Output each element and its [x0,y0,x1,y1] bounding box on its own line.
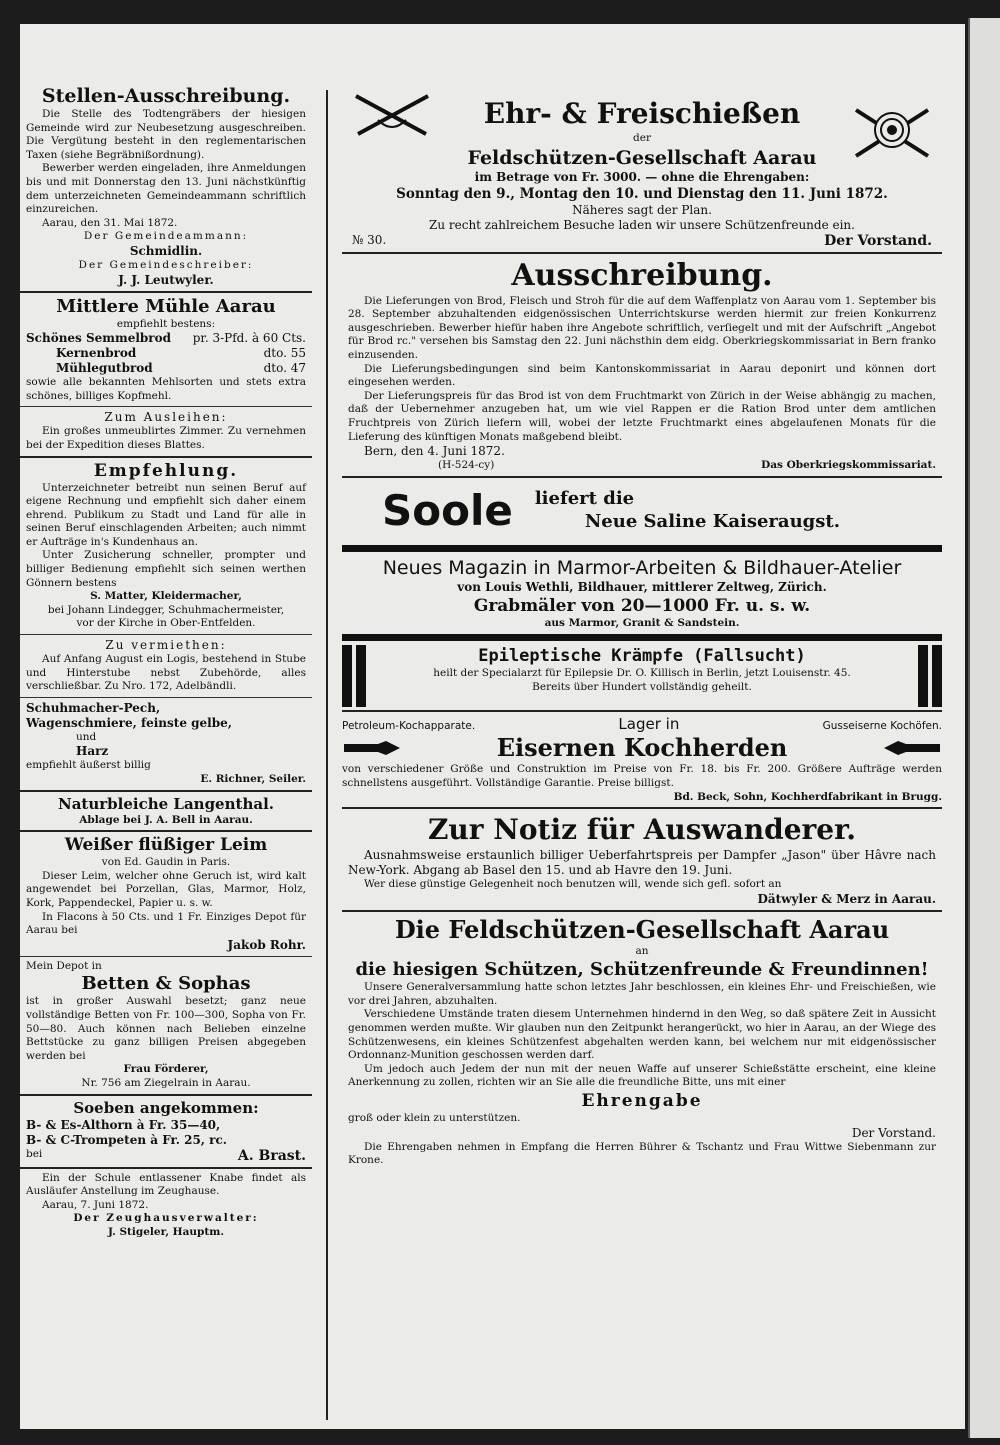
stellen-date: Aarau, den 31. Mai 1872. [42,216,178,229]
ausleihen-ad [20,410,312,452]
leim-by: von Ed. Gaudin in Paris. [101,856,231,869]
feldschuetzen-p4: groß oder klein zu unterstützen. [348,1112,521,1125]
pointing-hand-right-icon [342,739,402,757]
marmor-price: Grabmäler von 20—1000 Fr. u. s. w. [473,595,811,616]
schiessen-org: Feldschützen-Gesellschaft Aarau [467,146,817,169]
crossed-rifles-icon [352,90,432,140]
feldschuetzen-ad [342,915,942,1168]
vermiethen-ad [20,638,312,694]
stellen-title: Stellen-Ausschreibung. [41,85,291,107]
muehle-footer: sowie alle bekannten Mehlsorten und stets extra schönes, billiges Kopfmehl. [26,376,306,402]
stellen-role1: Der Gemeindeammann: [83,230,249,243]
soeben-l2: B- & C-Trompeten à Fr. 25, rc. [26,1132,227,1147]
schiessen-footer [342,233,942,249]
soeben-l3: bei A. Brast. [26,1147,306,1164]
soole-ad [342,481,942,541]
pointing-hand-left-icon [882,739,942,757]
divider [20,456,312,458]
knabe-name: J. Stigeler, Hauptm. [108,1225,224,1238]
epilepsie-title: Epileptische Krämpfe (Fallsucht) [478,646,806,667]
ausschreibung-ad [342,257,942,473]
leim-ad [20,835,312,953]
betten-intro: Mein Depot in [26,959,102,972]
kochherde-left: Petroleum-Kochapparate. [342,719,476,732]
ausschreibung-p3: Der Lieferungspreis für das Brod ist von dem Fruchtmarkt von Zürich in der Weise abhängig zu machen, daß der Uebernehmer anzugeben hat, um wie viel Rappen er die Ration Brod unter dem amtlichen Fruchtpreis von Zürich liefern will, wobei der letzte Fruchtmarkt eines abgelaufenen Monats für die Lieferung des künftigen Monats maßgebend bleibt. [348,389,936,443]
stellen-name2: J. J. Leutwyler. [118,272,214,287]
empfehlung-body: Unterzeichneter betreibt nun seinen Beruf auf eigene Rechnung und empfiehlt sich daher einem ehrend. Publikum zu Stadt und Land für alle in seinen Beruf einschlagenden Arbeiten; auch nimmt er Aufträge in's Kundenhaus an. [26,481,306,548]
target-icon [852,102,932,162]
kochherde-lager: Lager in [618,715,680,734]
betten-name: Frau Förderer, [123,1063,209,1076]
marmor-mat: aus Marmor, Granit & Sandstein. [544,616,740,629]
ausschreibung-p2: Die Lieferungsbedingungen sind beim Kantonskommissariat in Aarau deponirt und können dort eingesehen werden. [348,362,936,389]
ausleihen-title: Zum Ausleihen: [104,410,228,425]
leim-title: Weißer flüßiger Leim [64,835,268,856]
knabe-ad [20,1172,312,1240]
column-divider [326,90,328,1420]
muehle-row: Kernenbrod dto. 55 [56,346,306,361]
feldschuetzen-title: Die Feldschützen-Gesellschaft Aarau [394,914,890,944]
divider [342,910,942,912]
ausschreibung-code: (H-524-cy) [438,459,495,472]
left-column [20,84,312,1424]
epilepsie-l2: Bereits über Hundert vollständig geheilt. [532,680,752,693]
thick-rule [342,634,942,641]
pech-l3: und [76,730,97,743]
muehle-title: Mittlere Mühle Aarau [56,295,276,317]
schiessen-amount: im Betrage von Fr. 3000. — ohne die Ehrengaben: [474,169,810,184]
marmor-ad [342,556,942,631]
pech-l1: Schuhmacher-Pech, [26,700,161,715]
feldschuetzen-p3: Um jedoch auch Jedem der nun mit der neuen Waffe auf unserer Schießstätte erscheint, eine kleine Anerkennung zu zollen, richten wir an Sie alle die freundliche Bitte, uns mit einer [348,1062,936,1089]
empfehlung-addr2: vor der Kirche in Ober-Entfelden. [76,617,256,630]
pech-l2: Wagenschmiere, feinste gelbe, [26,715,232,730]
newspaper-page [20,24,965,1429]
muehle-row: Mühlegutbrod dto. 47 [56,361,306,376]
stellen-body2: Bewerber werden eingeladen, ihre Anmeldungen bis und mit Donnerstag den 13. Juni nächstkünftig dem unterzeichneten Gemeindeammann schriftlich einzureichen. [26,162,306,216]
feldschuetzen-p2: Verschiedene Umstände traten diesem Unternehmen hindernd in den Weg, so daß spätere Zeit in Aussicht genommen werden mußte. Wir glauben nun den Zeitpunkt herangerückt, wo hier in Aarau, an der Wiege des Schützenwesens, ein kleines Schützenfest abgehalten werden kann, bei welchem nur mit eidgenössischer Ordonnanz-Munition geschossen werden darf. [348,1008,936,1062]
heavy-bar [342,645,352,707]
divider [20,956,312,957]
knabe-body: Ein der Schule entlassener Knabe findet als Ausläufer Anstellung im Zeughause. [26,1171,306,1198]
kochherde-ad [342,715,942,804]
knabe-role: Der Zeughausverwalter: [73,1212,259,1225]
heavy-bar [356,645,366,707]
divider [20,291,312,293]
adjacent-page-edge [968,18,1000,1438]
feldschuetzen-p5: Die Ehrengaben nehmen in Empfang die Herren Bührer & Tschantz und Frau Wittwe Siebenmann zur Krone. [348,1140,936,1167]
kochherde-sign: Bd. Beck, Sohn, Kochherdfabrikant in Brugg. [673,790,942,803]
kochherde-top [342,715,942,733]
muehle-ad [20,296,312,404]
soeben-l1: B- & Es-Althorn à Fr. 35—40, [26,1117,221,1132]
soeben-title: Soeben angekommen: [73,1098,259,1117]
auswanderer-body2: Wer diese günstige Gelegenheit noch benutzen will, wende sich gefl. sofort an [364,878,782,891]
empfehlung-body2: Unter Zusicherung schneller, prompter und billiger Bedienung empfiehlt sich seinen werthen Gönnern bestens [26,549,306,589]
marmor-by: von Louis Wethli, Bildhauer, mittlerer Zeltweg, Zürich. [457,579,827,594]
kochherde-right: Gusseiserne Kochöfen. [822,719,942,732]
feldschuetzen-sign: Der Vorstand. [851,1125,936,1140]
vermiethen-title: Zu vermiethen: [105,638,227,653]
schiessen-sign: Der Vorstand. [824,232,932,249]
kochherde-title-row [342,733,942,763]
divider [20,406,312,407]
divider [342,710,942,712]
divider [342,476,942,478]
schiessen-dates: Sonntag den 9., Montag den 10. und Dienstag den 11. Juni 1872. [396,185,888,202]
empfehlung-ad [20,461,312,632]
feldschuetzen-an: an [635,944,649,957]
auswanderer-sign: Dätwyler & Merz in Aarau. [757,891,936,906]
ausschreibung-sign: Das Oberkriegskommissariat. [761,459,936,472]
betten-body: ist in großer Auswahl besetzt; ganz neue vollständige Betten von Fr. 100—300, Sopha von Fr. 50—80. Auch können nach Belieben einzelne Bettstücke zu ganz billigen Preisen abgegeben werden bei [26,995,306,1062]
ausschreibung-title: Ausschreibung. [511,257,773,293]
betten-title: Betten & Sophas [81,973,251,995]
muehle-row: Schönes Semmelbrod pr. 3-Pfd. à 60 Cts. [26,331,306,346]
empfehlung-title: Empfehlung. [93,460,239,481]
soole-l1: liefert die [534,487,635,509]
ausschreibung-p1: Die Lieferungen von Brod, Fleisch und Stroh für die auf dem Waffenplatz von Aarau vom 1. September bis 28. September abzuhaltenden eidgenössischen Unterrichtskurse werden hiermit zur freien Konkurrenz ausgeschrieben. Bewerber hiefür haben ihre Angebote schriftlich, verſiegelt und mit der Aufschrift „Angebot für Brod rc." versehen bis Samstag den 22. Juni nächsthin dem eidg. Oberkriegskommissariat in Bern franko einzusenden. [348,294,936,361]
divider [342,807,942,809]
divider [20,697,312,698]
betten-ad [20,960,312,1091]
auswanderer-ad [342,812,942,907]
stellen-body: Die Stelle des Todtengräbers der hiesigen Gemeinde wird zur Neubesetzung ausgeschreiben. Die Vergütung besteht in den reglementarischen Taxen (siehe Begräbnißordnung). [26,108,306,161]
empfehlung-name: S. Matter, Kleidermacher, [90,590,242,603]
kochherde-title: Eisernen Kochherden [496,733,788,763]
divider [20,830,312,832]
betten-addr: Nr. 756 am Ziegelrain in Aarau. [81,1076,251,1089]
ausschreibung-footer [348,459,936,473]
pech-ad [20,701,312,787]
auswanderer-title: Zur Notiz für Auswanderer. [427,813,857,847]
schiessen-ad [342,88,942,249]
divider [20,634,312,635]
schiessen-der: der [633,132,651,144]
auswanderer-body: Ausnahmsweise erstaunlich billiger Ueberfahrtspreis per Dampfer „Jason" über Hâvre nach New-York. Abgang ab Basel den 15. und ab Havre den 19. Juni. [348,848,936,878]
feldschuetzen-sub: die hiesigen Schützen, Schützenfreunde & Freundinnen! [355,959,929,981]
epilepsie-l1: heilt der Specialarzt für Epilepsie Dr. O. Killisch in Berlin, jetzt Louisenstr. 45. [433,667,851,680]
ausleihen-body: Ein großes unmeublirtes Zimmer. Zu vernehmen bei der Expedition dieses Blattes. [26,425,306,451]
thick-rule [342,545,942,552]
stellen-name1: Schmidlin. [129,243,203,258]
schiessen-invite: Zu recht zahlreichem Besuche laden wir unsere Schützenfreunde ein. [429,217,855,232]
divider [342,252,942,254]
kochherde-body: von verschiedener Größe und Construktion im Preise von Fr. 18. bis Fr. 200. Größere Aufträge werden schnellstens ausgeführt. Vollständige Garantie. Preise billigst. [342,763,942,789]
schiessen-title: Ehr- & Freischießen [483,97,801,130]
empfehlung-addr1: bei Johann Lindegger, Schuhmachermeister, [47,603,285,616]
pech-l5: empfiehlt äußerst billig [26,759,151,772]
feldschuetzen-p1: Unsere Generalversammlung hatte schon letztes Jahr beschlossen, ein kleines Ehr- und Freischießen, wie vor drei Jahren, abzuhalten. [348,981,936,1007]
pech-name: E. Richner, Seiler. [200,773,306,785]
heavy-bar [932,645,942,707]
issue-number: № 30. [352,232,387,247]
leim-name: Jakob Rohr. [227,937,306,952]
stellen-role2: Der Gemeindeschreiber: [78,258,254,271]
leim-body: Dieser Leim, welcher ohne Geruch ist, wird kalt angewendet bei Porzellan, Glas, Marmor, Holz, Kork, Pappendeckel, Papier u. s. w. [26,869,306,909]
langenthal-sub: Ablage bei J. A. Bell in Aarau. [79,813,253,826]
heavy-bar [918,645,928,707]
ausschreibung-date: Bern, den 4. Juni 1872. [364,444,505,459]
vermiethen-body: Auf Anfang August ein Logis, bestehend in Stube und Hinterstube nebst Zubehörde, alles verschließbar. Zu Nro. 172, Adelbändli. [26,653,306,693]
soeben-ad [20,1099,312,1164]
soole-big: Soole [382,485,513,535]
langenthal-ad [20,795,312,828]
stellen-ad [20,84,312,288]
leim-body2: In Flacons à 50 Cts. und 1 Fr. Einziges Depot für Aarau bei [26,910,306,937]
epilepsie-ad [342,645,942,707]
feldschuetzen-gabe: Ehrengabe [581,1091,703,1112]
knabe-date: Aarau, 7. Juni 1872. [42,1198,149,1211]
pech-l4: Harz [76,744,109,759]
marmor-title: Neues Magazin in Marmor-Arbeiten & Bildhauer-Atelier [382,556,902,579]
langenthal-title: Naturbleiche Langenthal. [58,794,274,813]
divider [20,790,312,792]
soole-l2: Neue Saline Kaiseraugst. [584,510,840,532]
schiessen-plan: Näheres sagt der Plan. [572,202,712,217]
right-column [342,88,942,1428]
divider [20,1167,312,1169]
epilepsie-text [366,645,918,707]
muehle-sub: empfiehlt bestens: [116,317,216,330]
divider [20,1094,312,1096]
